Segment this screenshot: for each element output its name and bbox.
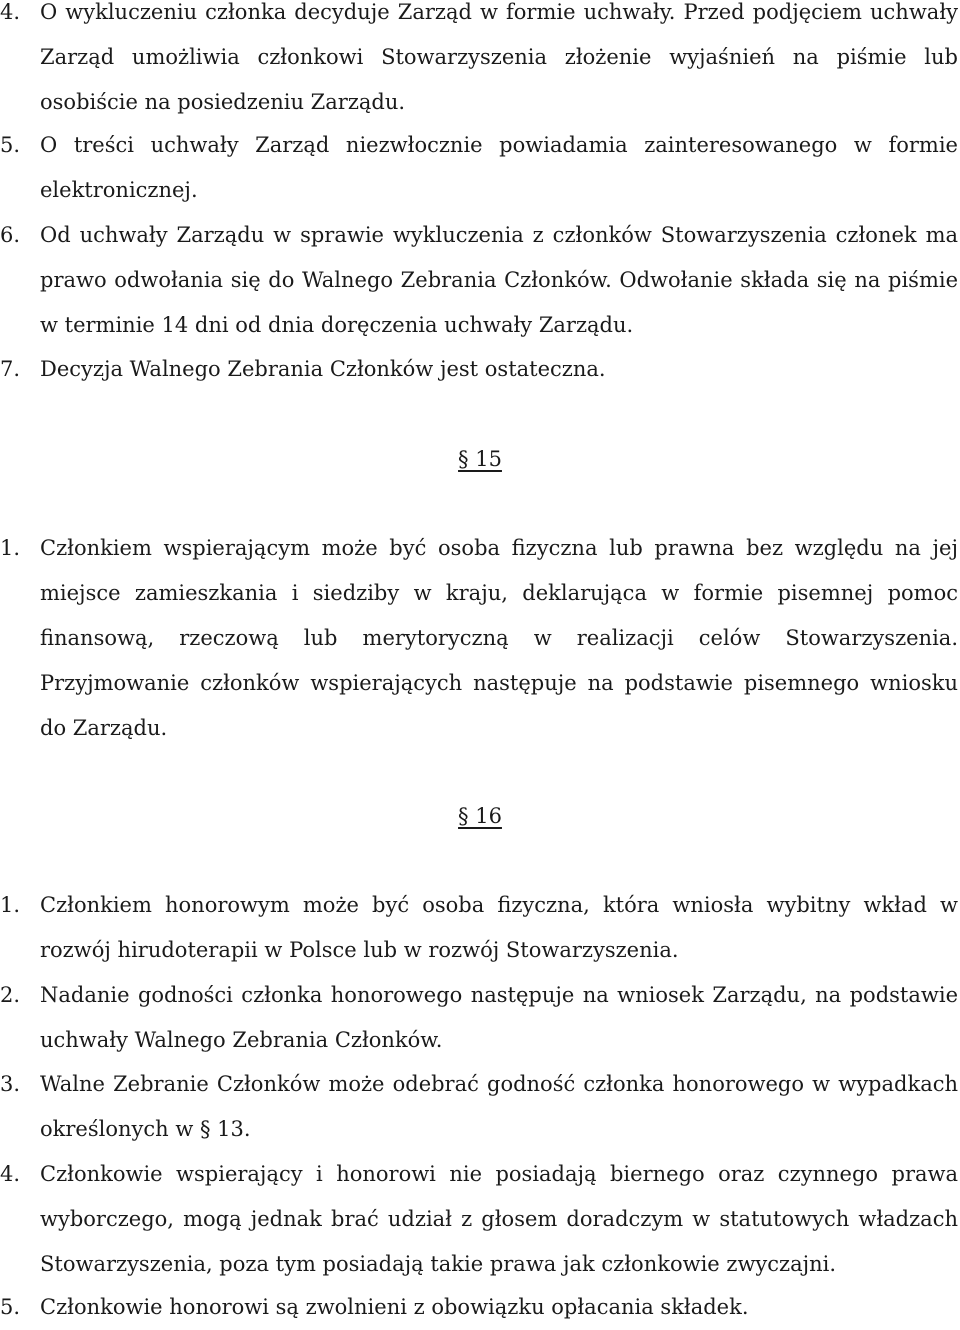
item-number: 6. — [0, 223, 21, 247]
list-item — [0, 123, 960, 213]
item-text: O wykluczeniu członka decyduje Zarząd w formie uchwały. Przed podjęciem uchwały Zarząd umożliwia członkowi Stowarzyszenia złożenie wyjaśnień na piśmie lub osobiście na posiedzeniu Zarządu. — [40, 0, 958, 114]
list-item — [0, 526, 960, 751]
item-number: 2. — [0, 983, 21, 1007]
item-text: Członkiem wspierającym może być osoba fizyczna lub prawna bez względu na jej miejsce zamieszkania i siedziby w kraju, deklarująca w formie pisemnej pomoc finansową, rzeczową lub merytoryczną w realizacji celów Stowarzyszenia. Przyjmowanie członków wspierających następuje na podstawie pisemnego wniosku do Zarządu. — [40, 536, 958, 740]
list-item — [0, 883, 960, 973]
item-number: 5. — [0, 133, 21, 157]
item-number: 1. — [0, 536, 21, 560]
item-number: 4. — [0, 1162, 21, 1186]
section-heading: § 15 — [458, 447, 502, 471]
item-number: 3. — [0, 1072, 21, 1096]
item-number: 1. — [0, 893, 21, 917]
list-item — [0, 0, 960, 125]
list-item — [0, 1152, 960, 1287]
item-text: Członkowie honorowi są zwolnieni z obowiązku opłacania składek. — [40, 1295, 749, 1319]
item-text: Walne Zebranie Członków może odebrać godność członka honorowego w wypadkach określonych w § 13. — [40, 1072, 958, 1141]
list-item — [0, 347, 960, 392]
item-number: 4. — [0, 0, 21, 24]
item-number: 5. — [0, 1295, 21, 1319]
item-text: Decyzja Walnego Zebrania Członków jest ostateczna. — [40, 357, 606, 381]
list-item — [0, 1285, 960, 1330]
list-item — [0, 213, 960, 348]
section-heading: § 16 — [458, 804, 502, 828]
item-text: Członkowie wspierający i honorowi nie posiadają biernego oraz czynnego prawa wyborczego, mogą jednak brać udział z głosem doradczym w statutowych władzach Stowarzyszenia, poza tym posiadają takie prawa jak członkowie zwyczajni. — [40, 1162, 958, 1276]
list-item — [0, 1062, 960, 1152]
item-text: Od uchwały Zarządu w sprawie wykluczenia z członków Stowarzyszenia członek ma prawo odwołania się do Walnego Zebrania Członków. Odwołanie składa się na piśmie w terminie 14 dni od dnia doręczenia uchwały Zarządu. — [40, 223, 958, 337]
item-number: 7. — [0, 357, 21, 381]
list-item — [0, 973, 960, 1063]
item-text: Członkiem honorowym może być osoba fizyczna, która wniosła wybitny wkład w rozwój hirudoterapii w Polsce lub w rozwój Stowarzyszenia. — [40, 893, 958, 962]
item-text: O treści uchwały Zarząd niezwłocznie powiadamia zainteresowanego w formie elektronicznej. — [40, 133, 958, 202]
item-text: Nadanie godności członka honorowego następuje na wniosek Zarządu, na podstawie uchwały Walnego Zebrania Członków. — [40, 983, 958, 1052]
